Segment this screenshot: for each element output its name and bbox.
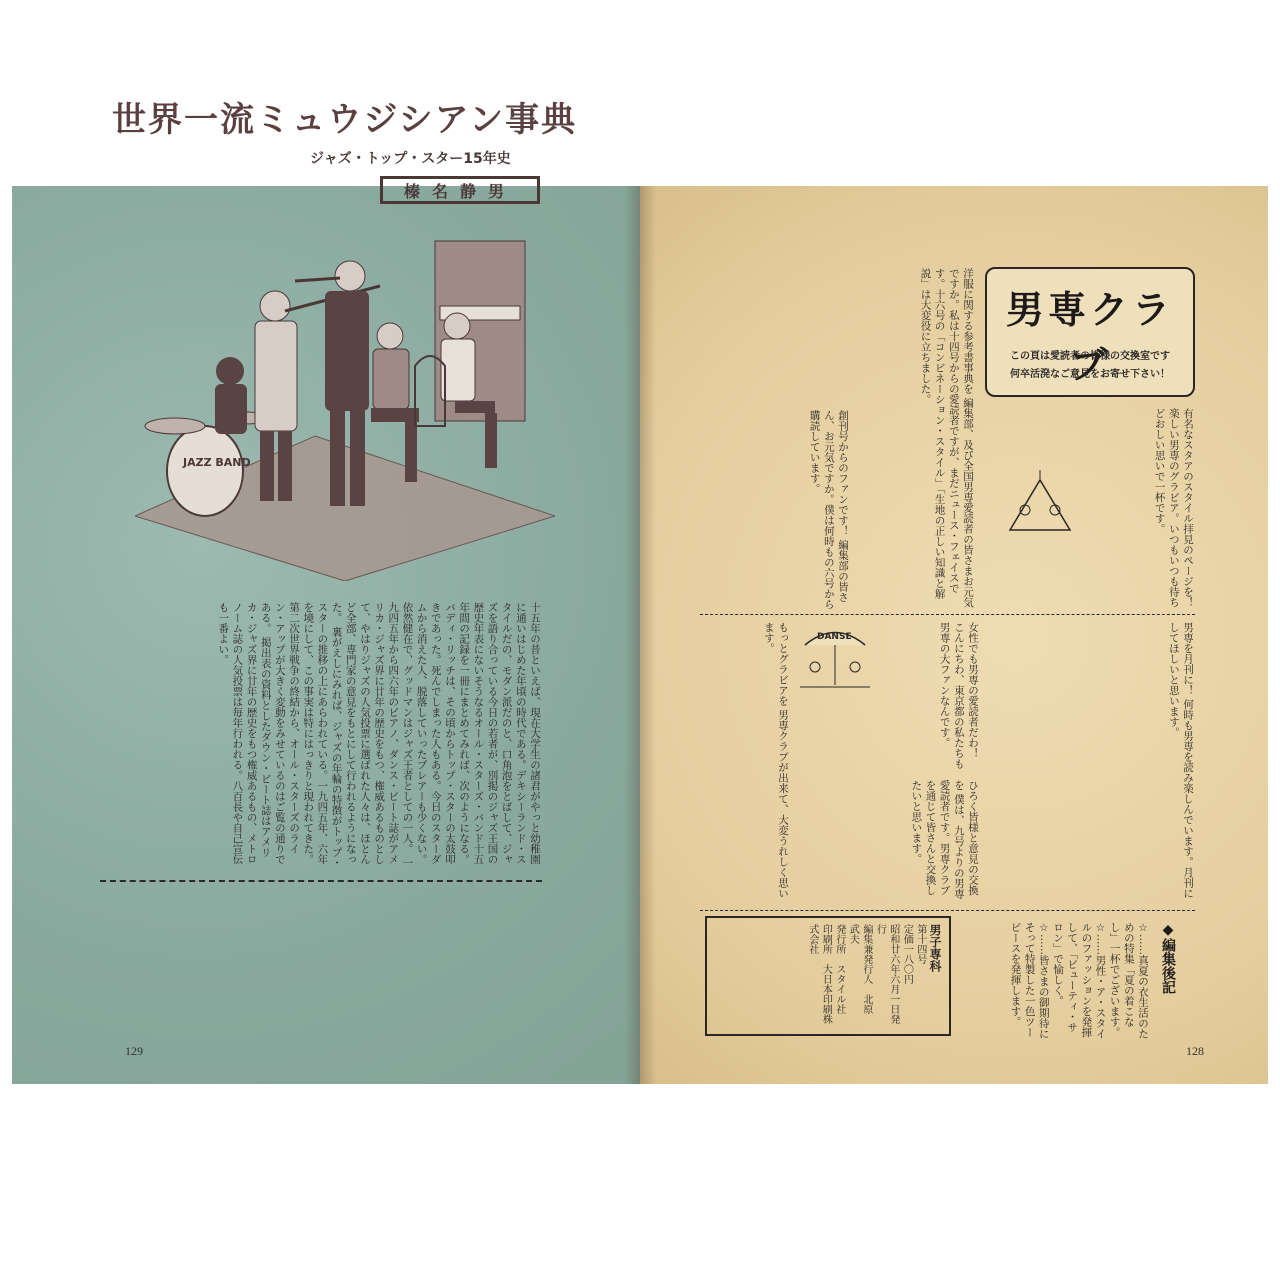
letter-exchange-opinions: ひろく皆様と意見の交換を 僕は、九号よりの男専愛読者です。男専クラブを通じて皆さんと交換したいと思います。 (910, 780, 979, 899)
dance-sign: DANSE (817, 632, 852, 642)
page-number-left: 129 (125, 1044, 143, 1058)
footer-divider (700, 910, 1195, 911)
club-title: 男専クラブ (1005, 287, 1174, 387)
article-subtitle: ジャズ・トップ・スター15年史 (310, 151, 511, 167)
editorial-body: ☆……真夏の衣生活のための特集「夏の着こなし」一杯でございます。 ☆……男性・ア・スタイルのファッションを発揮して、「ビューティ・サロン」で愉しく。 ☆……皆さまの御期待にそって特製した一色ツーピースを発揮します。 (1009, 922, 1149, 1039)
colophon-date: 昭和廿六年六月一日発行 (874, 924, 899, 1024)
club-subtitle: この頁は愛読者の皆様の交換室です (1010, 351, 1170, 362)
letter-fabric-reference: 洋服に関する参考書事典を 編集部、及び全国男専愛読者の皆さまお元気ですか。私は十四号からの愛読者ですが、まだニュース・フェイスです。十六号の「コンビネーション・スタイル」「生地の正しい知識と解説」は大変役に立ちました。 (919, 268, 974, 608)
letter-female-reader: 女性でも男専の愛読者だわ！ こんにちわ、東京都の私たちも男専の大ファンなんです。 (938, 622, 979, 769)
colophon-issue: 第十四号 (914, 924, 926, 964)
author-name: 榛名静男 (380, 176, 540, 204)
letter-star-style: 有名なスタアのスタイル拝見のページを！ 楽しい男専のグラビア。いつもいつも待ちどおしい思いで一杯です。 (1153, 408, 1194, 608)
drum-text: JAZZ BAND (183, 456, 251, 469)
page-gutter (624, 186, 656, 1084)
club-header-box (985, 267, 1195, 397)
club-subtitle-2: 何卒活溌なご意見をお寄せ下さい！ (1010, 369, 1170, 380)
letter-more-gravure: もっとグラビアを 男専クラブが出来て、大変うれしく思います。 (762, 622, 789, 899)
article-title: 世界一流ミュウジシアン事典 (112, 100, 578, 140)
colophon-editor: 編集兼発行人 北原 武夫 (847, 924, 872, 1024)
page-number-right: 128 (1186, 1044, 1204, 1058)
editorial-heading: ◆編集後記 (1160, 922, 1176, 994)
colophon (705, 916, 951, 1036)
article-body: 十五年の昔といえば、現在大学生の諸君がやっと幼稚園に通いはじめた年頃の時代である。デキシーランド・スタイルだの、モダン派だのと、口角泡をとばして、ジャズを語り合っている今日の若者が、別掲のジャズ王国の歴史年表にないそうなるオール・スターズ・バンド十五年間の記録を一冊にまとめてみれば、次のようになる。 バディ・リッチは、その頃からトップ・スターの太鼓叩きであった。死んでしまった人もある。今日のスターダムから消えた人、脱落していったプレアーも少くない。依然健在で、グッドマンはジャズ王者としての一人。 一九四五年から四六年のピアノ、ダンス・ビート誌がアメリカ・ジャズ界に廿年の歴史をもつ、権威あるものとして、やはりジャズの人気投票に選ばれた人々は、ほとんど全部、専門家の意見をもとにして行われるようになった。 裏がえしにみれば、ジャズの年輪の特徴がトップ・スターの推移の上にあらわれている。一九四五年、六年を境にして、この事実は特にはっきりと現われてきた。第二次世界戦争の終結から、オール・スターズのライン・アップが大きく変動をみせているのはご覧の通りである。 掲出表の資料としたダウン・ビート誌はアメリカ・ジャズ界に廿年の歴史をもつ権威あるもの、メトロノーム誌の人気投票は毎年行われる。八百長や自己宣伝も一番よい。 (217, 602, 541, 868)
letter-first-issue-fan: 創刊号からのファンです！ 編集部の皆さん、お元気ですか。僕は何時もの六号から購読しています。 (808, 410, 849, 610)
colophon-title: 男子専科 (928, 924, 942, 972)
jazz-band-illustration (135, 186, 555, 581)
colophon-publisher: 発行所 スタイル社 (833, 924, 845, 1014)
letter-monthly-request: 男専を月刊に！ 何時も男専を読み楽しんでいます。月刊にしてほしいと思います。 (1167, 622, 1194, 899)
dance-illustration (795, 615, 875, 695)
tent-illustration (1000, 470, 1080, 540)
section-divider (700, 614, 1195, 615)
colophon-printer: 印刷所 大日本印刷株式会社 (806, 924, 832, 1024)
article-end-rule (100, 880, 542, 882)
colophon-price: 定価一八〇円 (901, 924, 913, 984)
